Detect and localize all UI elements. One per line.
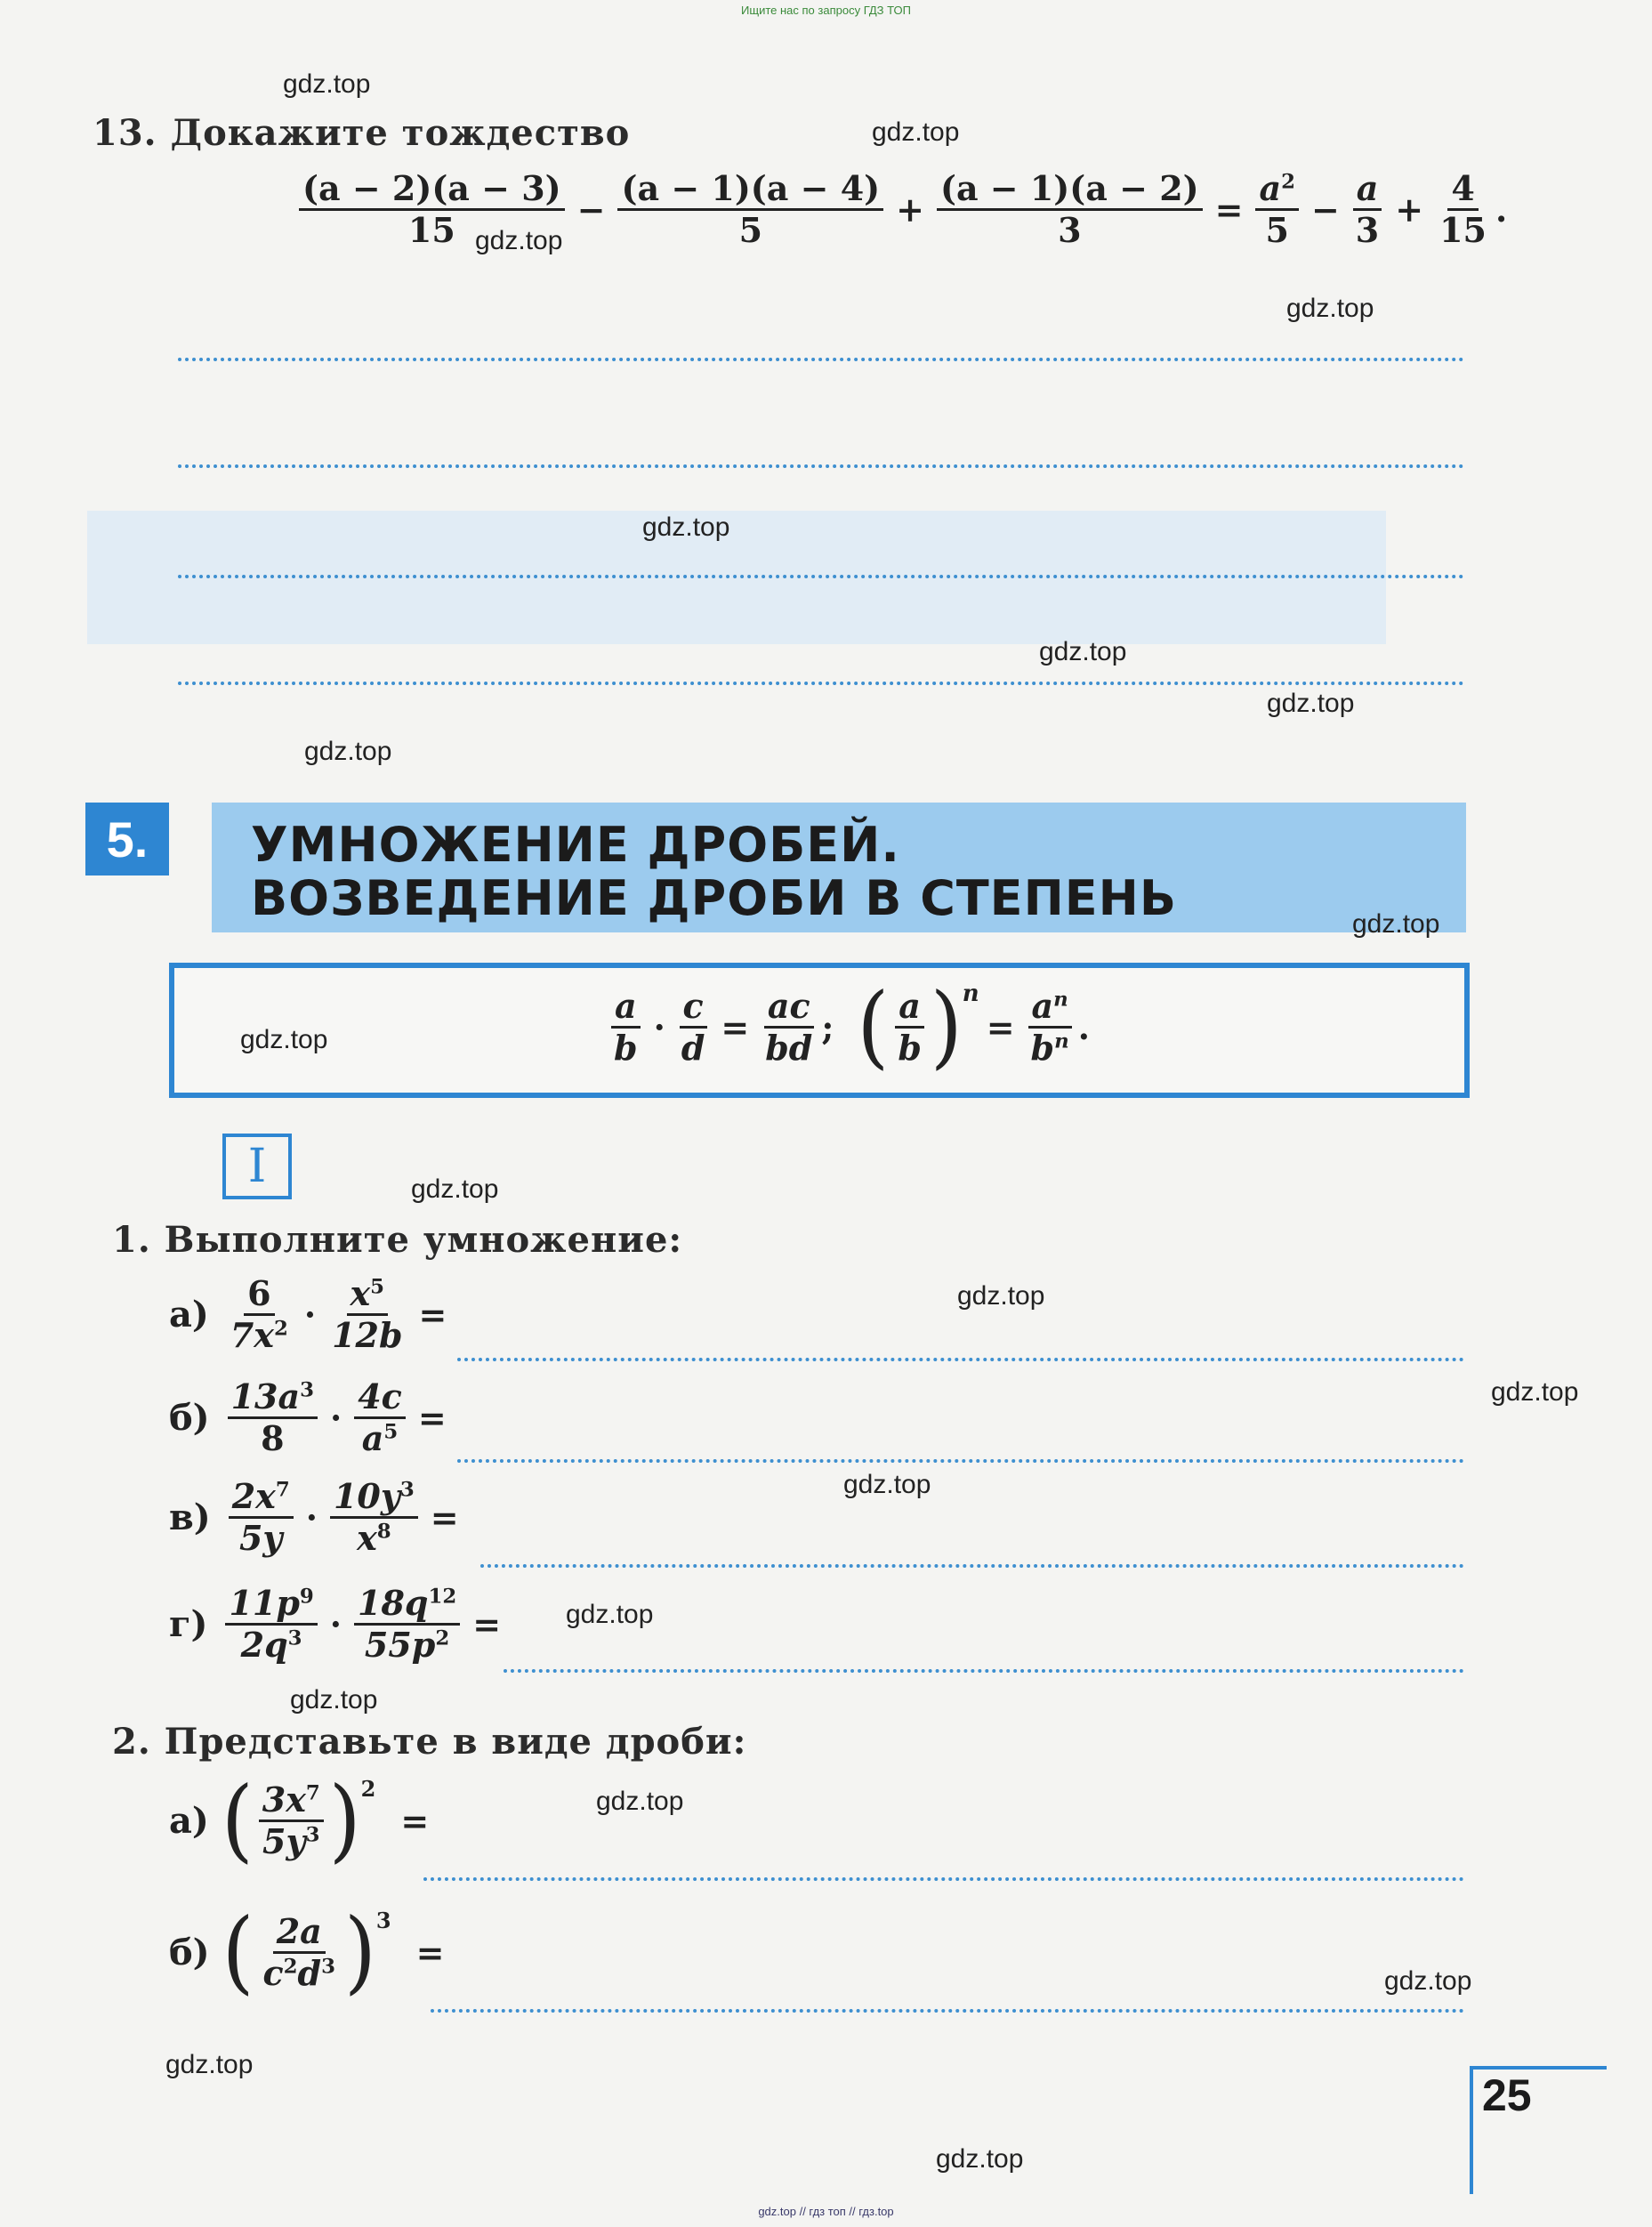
item-label: б) bbox=[169, 1931, 210, 1973]
denominator: $b^n$ bbox=[1030, 1027, 1069, 1068]
operator: − bbox=[576, 189, 606, 230]
watermark: gdz.top bbox=[475, 226, 563, 255]
operator: = bbox=[1214, 189, 1244, 230]
denominator: 5 bbox=[1265, 209, 1289, 250]
numerator: (a − 2)(a − 3) bbox=[299, 169, 565, 211]
denominator: 3 bbox=[1355, 209, 1380, 250]
fraction bbox=[259, 1780, 324, 1860]
denominator: $7x^2$ bbox=[230, 1314, 288, 1355]
item-label: а) bbox=[169, 1293, 209, 1335]
numerator: $13a^3$ bbox=[228, 1377, 318, 1419]
answer-line[interactable] bbox=[178, 464, 1464, 468]
task-1v bbox=[169, 1477, 466, 1557]
fraction bbox=[330, 1477, 418, 1557]
answer-line[interactable] bbox=[423, 1877, 1464, 1881]
operator: = bbox=[415, 1932, 445, 1973]
section-title bbox=[251, 819, 1177, 925]
task-2b bbox=[169, 1899, 451, 2005]
fraction bbox=[1352, 169, 1382, 249]
fraction bbox=[354, 1584, 460, 1664]
watermark: gdz.top bbox=[936, 2144, 1024, 2174]
fraction bbox=[228, 1377, 318, 1457]
watermark: gdz.top bbox=[1384, 1966, 1472, 1996]
answer-line[interactable] bbox=[457, 1358, 1464, 1361]
level-marker: I bbox=[222, 1134, 292, 1199]
watermark: gdz.top bbox=[872, 117, 960, 147]
denominator: 5y bbox=[238, 1517, 283, 1558]
answer-line[interactable] bbox=[431, 2009, 1464, 2013]
denominator: d bbox=[681, 1027, 705, 1068]
left-paren: ( bbox=[221, 1767, 254, 1873]
operator: · bbox=[329, 1603, 342, 1644]
page-number: 25 bbox=[1482, 2070, 1532, 2120]
task-2-title: 2. Представьте в виде дроби: bbox=[112, 1721, 747, 1763]
operator: = bbox=[417, 1397, 447, 1438]
watermark: gdz.top bbox=[411, 1174, 499, 1204]
section-title-line-1: УМНОЖЕНИЕ ДРОБЕЙ. bbox=[251, 817, 900, 873]
fraction bbox=[227, 1274, 292, 1354]
watermark: gdz.top bbox=[304, 737, 392, 766]
denominator: 8 bbox=[261, 1417, 285, 1458]
answer-line[interactable] bbox=[504, 1669, 1464, 1673]
fraction bbox=[894, 987, 925, 1067]
operator: = bbox=[430, 1497, 459, 1537]
watermark: gdz.top bbox=[1352, 909, 1440, 939]
numerator: $a^2$ bbox=[1255, 169, 1299, 211]
denominator: b bbox=[898, 1027, 922, 1068]
denominator: $55p^2$ bbox=[364, 1624, 450, 1665]
item-label: в) bbox=[169, 1496, 211, 1538]
watermark: gdz.top bbox=[165, 2050, 254, 2079]
operator: − bbox=[1310, 189, 1340, 230]
denominator: $x^8$ bbox=[357, 1517, 391, 1558]
item-label: г) bbox=[169, 1602, 208, 1645]
item-label: а) bbox=[169, 1799, 209, 1842]
operator: = bbox=[400, 1800, 430, 1841]
numerator: $18q^{12}$ bbox=[354, 1584, 460, 1626]
operator: · bbox=[653, 1006, 665, 1047]
semicolon: ; bbox=[821, 1006, 834, 1047]
section-number: 5. bbox=[85, 803, 169, 875]
fraction bbox=[260, 1912, 339, 1992]
top-banner: Ищите нас по запросу ГДЗ ТОП bbox=[741, 4, 911, 17]
denominator: 15 bbox=[1439, 209, 1487, 250]
watermark: gdz.top bbox=[843, 1470, 931, 1499]
watermark: gdz.top bbox=[1039, 637, 1127, 666]
fraction bbox=[225, 1584, 317, 1664]
numerator: (a − 1)(a − 4) bbox=[617, 169, 883, 211]
numerator: a bbox=[895, 987, 924, 1029]
numerator: (a − 1)(a − 2) bbox=[937, 169, 1203, 211]
fraction bbox=[1027, 987, 1073, 1067]
watermark: gdz.top bbox=[240, 1025, 328, 1054]
exponent: n bbox=[962, 980, 979, 1007]
numerator: $11p^9$ bbox=[225, 1584, 317, 1626]
watermark: gdz.top bbox=[290, 1685, 378, 1715]
exponent: 2 bbox=[360, 1776, 376, 1802]
task-13-title: 13. Докажите тождество bbox=[93, 112, 631, 154]
denominator: bd bbox=[765, 1027, 813, 1068]
denominator: $5y^3$ bbox=[262, 1820, 320, 1861]
item-label: б) bbox=[169, 1396, 210, 1439]
right-paren: ) bbox=[343, 1899, 376, 2005]
fraction bbox=[617, 169, 883, 249]
watermark: gdz.top bbox=[283, 69, 371, 99]
answer-line[interactable] bbox=[178, 358, 1464, 361]
operator: + bbox=[1395, 189, 1424, 230]
operator: + bbox=[896, 189, 924, 230]
task-1a bbox=[169, 1274, 454, 1354]
operator: · bbox=[330, 1397, 342, 1438]
denominator: 5 bbox=[738, 209, 763, 250]
operator: = bbox=[721, 1006, 750, 1047]
answer-line[interactable] bbox=[178, 682, 1464, 685]
fraction bbox=[610, 987, 641, 1067]
numerator: a bbox=[1353, 169, 1382, 211]
operator: · bbox=[305, 1497, 318, 1537]
fraction bbox=[1255, 169, 1299, 249]
answer-line[interactable] bbox=[480, 1564, 1464, 1568]
numerator: $2x^7$ bbox=[229, 1477, 294, 1519]
fraction bbox=[229, 1477, 294, 1557]
watermark: gdz.top bbox=[1267, 689, 1355, 718]
right-paren: ) bbox=[930, 973, 963, 1079]
operator: = bbox=[986, 1006, 1015, 1047]
watermark: gdz.top bbox=[957, 1281, 1045, 1311]
period: . bbox=[1077, 1006, 1090, 1047]
rule-formula bbox=[605, 973, 1090, 1079]
exponent: 3 bbox=[375, 1908, 391, 1933]
numerator: 4c bbox=[354, 1377, 406, 1419]
numerator: $a^n$ bbox=[1028, 987, 1072, 1029]
numerator: a bbox=[611, 987, 641, 1029]
task-2a bbox=[169, 1767, 436, 1873]
fraction bbox=[762, 987, 816, 1067]
denominator: b bbox=[614, 1027, 638, 1068]
fraction bbox=[937, 169, 1203, 249]
numerator: c bbox=[680, 987, 707, 1029]
numerator: $10y^3$ bbox=[330, 1477, 418, 1519]
fraction bbox=[354, 1377, 406, 1457]
left-paren: ( bbox=[857, 973, 890, 1079]
numerator: $3x^7$ bbox=[259, 1780, 324, 1822]
watermark: gdz.top bbox=[1491, 1377, 1579, 1407]
task-1-title: 1. Выполните умножение: bbox=[112, 1219, 683, 1261]
watermark: gdz.top bbox=[566, 1600, 654, 1629]
numerator: ac bbox=[764, 987, 814, 1029]
numerator: 4 bbox=[1447, 169, 1478, 211]
denominator: 3 bbox=[1058, 209, 1082, 250]
numerator: $x^5$ bbox=[347, 1274, 389, 1316]
denominator: 15 bbox=[407, 209, 455, 250]
section-title-line-2: ВОЗВЕДЕНИЕ ДРОБИ В СТЕПЕНЬ bbox=[251, 870, 1178, 926]
numerator: 6 bbox=[244, 1274, 274, 1316]
denominator: $c^2d^3$ bbox=[262, 1952, 335, 1993]
operator: = bbox=[472, 1603, 502, 1644]
fraction bbox=[328, 1274, 406, 1354]
watermark: gdz.top bbox=[1286, 294, 1374, 323]
operator: · bbox=[303, 1294, 317, 1335]
watermark: gdz.top bbox=[642, 512, 730, 542]
denominator: $a^5$ bbox=[361, 1417, 399, 1458]
denominator: $2q^3$ bbox=[240, 1624, 302, 1665]
fraction bbox=[1436, 169, 1490, 249]
bottom-banner: gdz.top // гдз топ // гдз.top bbox=[758, 2205, 894, 2218]
denominator: 12b bbox=[332, 1314, 403, 1355]
right-paren: ) bbox=[328, 1767, 361, 1873]
answer-line[interactable] bbox=[178, 575, 1464, 578]
operator: = bbox=[418, 1294, 447, 1335]
answer-line[interactable] bbox=[457, 1459, 1464, 1463]
watermark: gdz.top bbox=[596, 1787, 684, 1816]
task-1g bbox=[169, 1584, 508, 1664]
left-paren: ( bbox=[222, 1899, 254, 2005]
task-1b bbox=[169, 1377, 454, 1457]
fraction bbox=[678, 987, 709, 1067]
numerator: 2a bbox=[273, 1912, 326, 1954]
period: . bbox=[1495, 189, 1508, 230]
